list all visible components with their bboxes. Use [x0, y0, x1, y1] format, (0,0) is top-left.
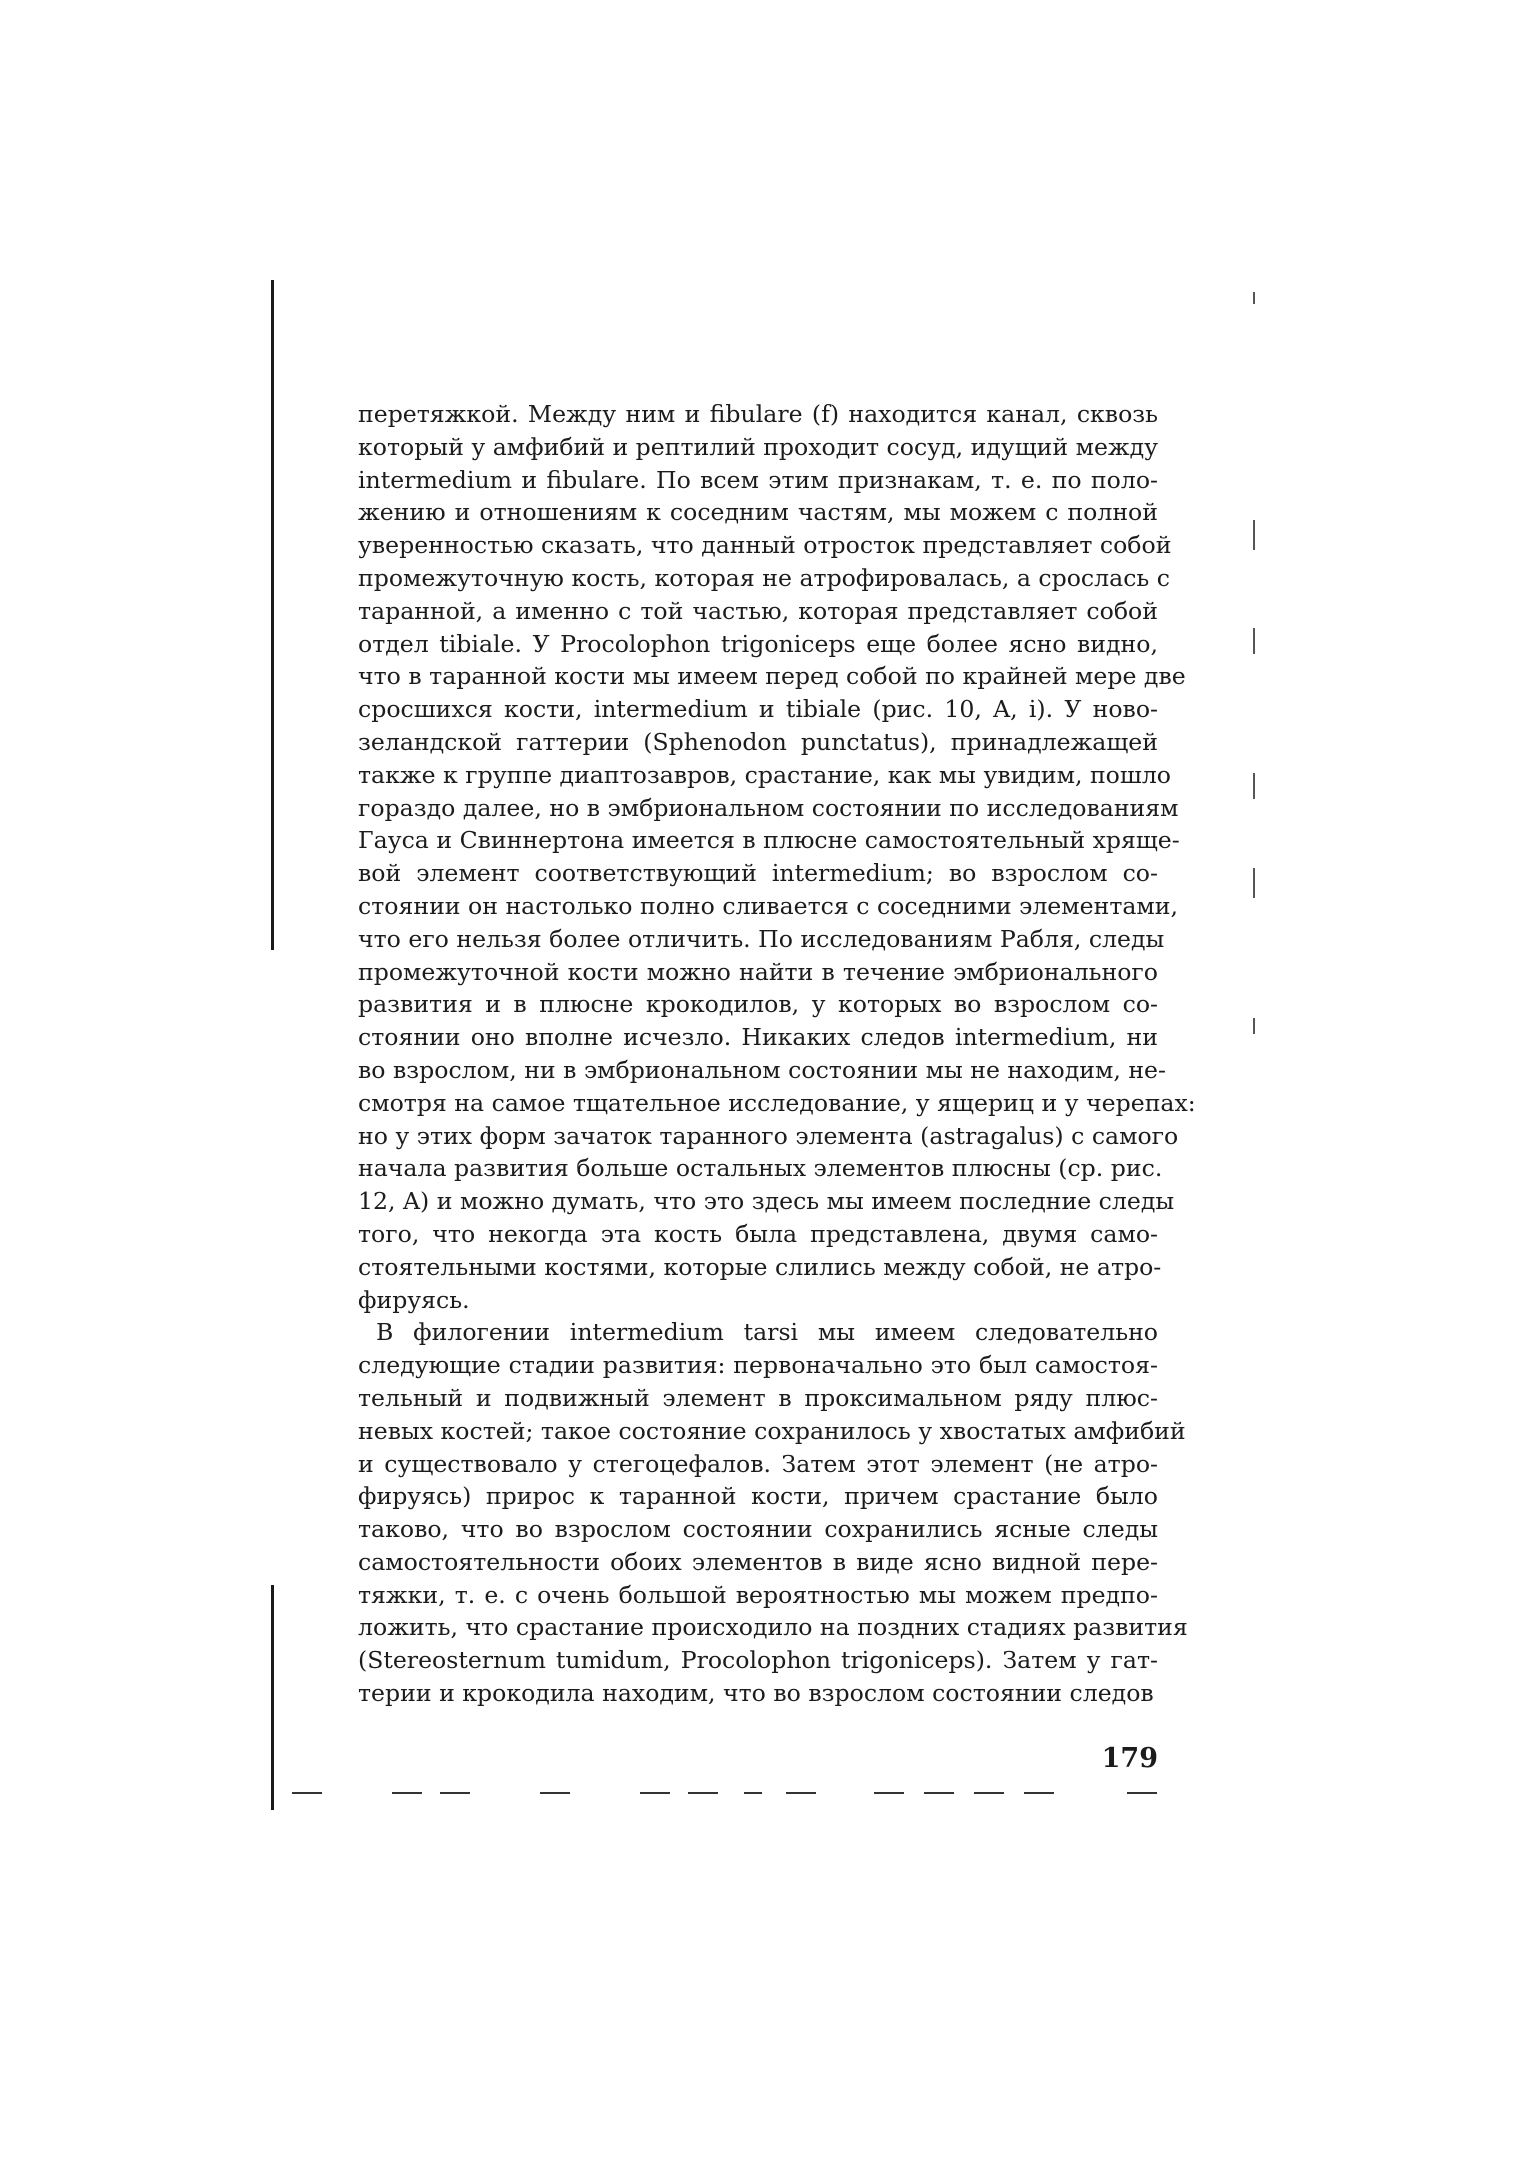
margin-mark — [1253, 1018, 1255, 1034]
bottom-dash-line — [292, 1792, 1172, 1796]
text-line: перетяжкой. Между ним и fibulare (f) находится канал, сквозь — [358, 400, 1158, 428]
dash-mark — [1024, 1792, 1054, 1794]
text-line: смотря на самое тщательное исследование, у ящериц и у черепах: — [358, 1088, 1196, 1117]
text-line: ложить, что срастание происходило на поздних стадиях развития — [358, 1613, 1188, 1642]
text-line: жению и отношениям к соседним частям, мы можем с полной — [358, 498, 1158, 527]
text-line: терии и крокодила находим, что во взрослом состоянии следов — [358, 1679, 1154, 1708]
text-line: что его нельзя более отличить. По исследованиям Рабля, следы — [358, 924, 1165, 953]
text-line: во взрослом, ни в эмбриональном состоянии мы не находим, не- — [358, 1055, 1166, 1084]
text-line: тельный и подвижный элемент в проксимальном ряду плюс- — [358, 1383, 1158, 1412]
dash-mark — [640, 1792, 670, 1794]
text-line: Гауса и Свиннертона имеется в плюсне самостоятельный хряще- — [358, 826, 1180, 855]
text-line: отдел tibiale. У Procolophon trigoniceps еще более ясно видно, — [358, 629, 1158, 658]
text-line: уверенностью сказать, что данный отросток представляет собой — [358, 531, 1172, 560]
text-line: сросшихся кости, intermedium и tibiale (рис. 10, A, i). У ново- — [358, 695, 1158, 724]
text-line: таково, что во взрослом состоянии сохранились ясные следы — [358, 1515, 1158, 1544]
text-line: но у этих форм зачаток таранного элемента (astragalus) с самого — [358, 1121, 1179, 1150]
text-line: следующие стадии развития: первоначально это был самостоя- — [358, 1351, 1158, 1380]
page-number: 179 — [1101, 1743, 1158, 1774]
text-line: гораздо далее, но в эмбриональном состоянии по исследованиям — [358, 793, 1179, 822]
text-line: вой элемент соответствующий intermedium; во взрослом со- — [358, 859, 1158, 888]
text-line: промежуточной кости можно найти в течение эмбрионального — [358, 957, 1158, 986]
text-line: тяжки, т. е. с очень большой вероятностью мы можем предпо- — [358, 1580, 1158, 1609]
margin-mark — [1253, 773, 1255, 799]
text-line: (Stereosternum tumidum, Procolophon trigoniceps). Затем у гат- — [358, 1646, 1158, 1675]
dash-mark — [440, 1792, 470, 1794]
text-line: начала развития больше остальных элементов плюсны (ср. рис. — [358, 1154, 1163, 1183]
text-line: развития и в плюсне крокодилов, у которых во взрослом со- — [358, 990, 1158, 1019]
text-line: стоятельными костями, которые слились между собой, не атро- — [358, 1252, 1162, 1281]
dash-mark — [392, 1792, 422, 1794]
text-line: того, что некогда эта кость была представлена, двумя само- — [358, 1219, 1158, 1248]
text-line: 12, A) и можно думать, что это здесь мы имеем последние следы — [358, 1187, 1175, 1216]
text-line: фируясь) прирос к таранной кости, причем срастание было — [358, 1482, 1158, 1511]
text-line: таранной, а именно с той частью, которая представляет собой — [358, 596, 1158, 625]
text-line: фируясь. — [358, 1285, 470, 1314]
text-line: который у амфибий и рептилий проходит сосуд, идущий между — [358, 432, 1159, 461]
text-line: стоянии оно вполне исчезло. Никаких следов intermedium, ни — [358, 1023, 1158, 1052]
dash-mark — [688, 1792, 718, 1794]
dash-mark — [1127, 1792, 1157, 1794]
text-line: стоянии он настолько полно сливается с соседними элементами, — [358, 891, 1179, 920]
text-line: зеландской гаттерии (Sphenodon punctatus), принадлежащей — [358, 727, 1158, 756]
text-line: промежуточную кость, которая не атрофировалась, а срослась с — [358, 563, 1170, 592]
binding-rule-top — [271, 280, 274, 950]
text-line: самостоятельности обоих элементов в виде ясно видной пере- — [358, 1547, 1158, 1576]
binding-rule-bottom — [271, 1585, 274, 1810]
margin-mark — [1253, 628, 1255, 654]
dash-mark — [786, 1792, 816, 1794]
dash-mark — [874, 1792, 904, 1794]
dash-mark — [974, 1792, 1004, 1794]
margin-mark — [1253, 868, 1255, 898]
text-line: intermedium и fibulare. По всем этим признакам, т. е. по поло- — [358, 465, 1158, 494]
body-text — [358, 398, 1196, 1710]
text-line: и существовало у стегоцефалов. Затем этот элемент (не атро- — [358, 1449, 1158, 1478]
text-line: невых костей; такое состояние сохранилось у хвостатых амфибий — [358, 1416, 1186, 1445]
text-line: что в таранной кости мы имеем перед собой по крайней мере две — [358, 662, 1186, 691]
margin-mark — [1253, 520, 1255, 550]
margin-mark — [1253, 292, 1255, 304]
dash-mark — [292, 1792, 322, 1794]
text-line: также к группе диаптозавров, срастание, как мы увидим, пошло — [358, 760, 1172, 789]
paragraph-1 — [358, 398, 1196, 1316]
paragraph-2 — [358, 1316, 1188, 1710]
dash-mark — [744, 1792, 762, 1794]
dash-mark — [924, 1792, 954, 1794]
dash-mark — [540, 1792, 570, 1794]
text-line: В филогении intermedium tarsi мы имеем следовательно — [376, 1318, 1158, 1347]
